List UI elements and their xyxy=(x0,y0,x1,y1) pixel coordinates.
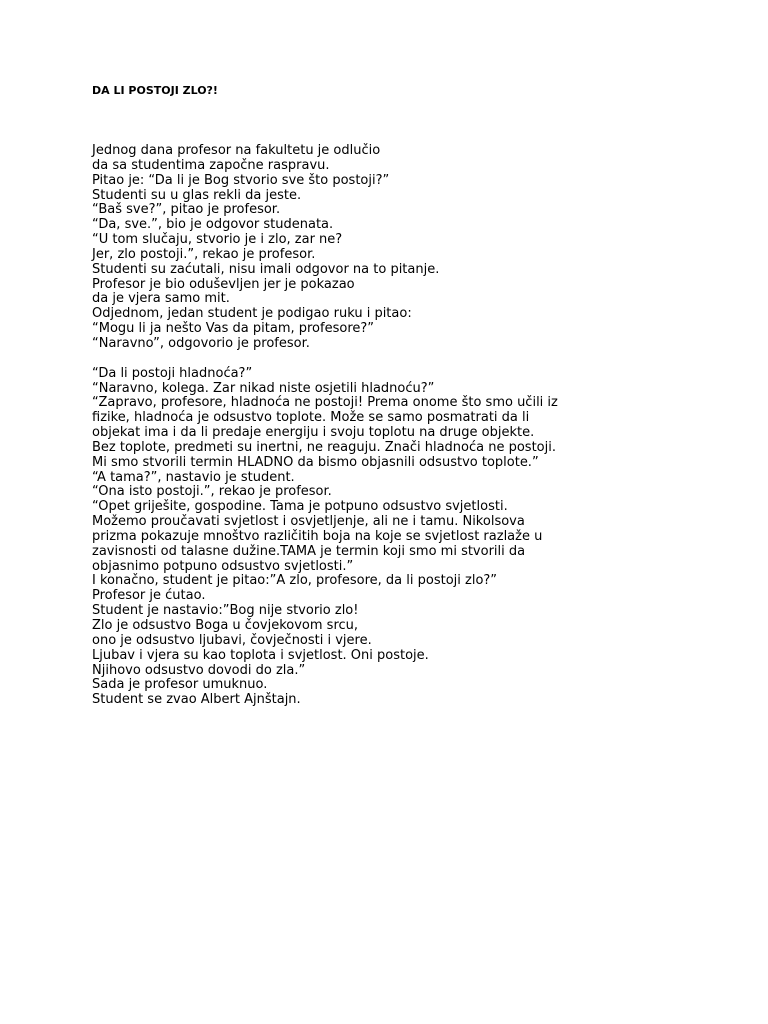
text-line: Profesor je bio oduševljen jer je pokazao xyxy=(92,276,355,292)
text-line: da je vjera samo mit. xyxy=(92,291,230,307)
text-line: Odjednom, jedan student je podigao ruku i pitao: xyxy=(92,306,412,322)
text-line: Student se zvao Albert Ajnštajn. xyxy=(92,692,301,708)
text-line: Možemo proučavati svjetlost i osvjetljenje, ali ne i tamu. Nikolsova xyxy=(92,514,525,530)
text-line: Studenti su zaćutali, nisu imali odgovor na to pitanje. xyxy=(92,261,440,277)
text-line: “Naravno”, odgovorio je profesor. xyxy=(92,335,310,351)
text-line: ono je odsustvo ljubavi, čovječnosti i vjere. xyxy=(92,632,372,648)
document-title: DA LI POSTOJI ZLO?! xyxy=(92,84,218,97)
text-line: Mi smo stvorili termin HLADNO da bismo objasnili odsustvo toplote.” xyxy=(92,454,539,470)
text-line: objasnimo potpuno odsustvo svjetlosti.” xyxy=(92,558,354,574)
text-line: “Da li postoji hladnoća?” xyxy=(92,365,253,381)
text-line: Student je nastavio:”Bog nije stvorio zlo! xyxy=(92,603,359,619)
text-line: Ljubav i vjera su kao toplota i svjetlost. Oni postoje. xyxy=(92,647,429,663)
text-line: “Zapravo, profesore, hladnoća ne postoji! Prema onome što smo učili iz xyxy=(92,395,558,411)
text-line: I konačno, student je pitao:”A zlo, profesore, da li postoji zlo?” xyxy=(92,573,498,589)
text-line: Studenti su u glas rekli da jeste. xyxy=(92,187,302,203)
text-line: Zlo je odsustvo Boga u čovjekovom srcu, xyxy=(92,618,359,633)
text-line: da sa studentima započne raspravu. xyxy=(92,157,330,173)
text-line: Bez toplote, predmeti su inertni, ne reaguju. Znači hladnoća ne postoji. xyxy=(92,439,556,455)
text-line: fizike, hladnoća je odsustvo toplote. Može se samo posmatrati da li xyxy=(92,410,530,426)
text-line: Sada je profesor umuknuo. xyxy=(92,677,268,693)
paragraph-1 xyxy=(92,144,692,352)
text-line: “Baš sve?”, pitao je profesor. xyxy=(92,202,281,218)
text-line: “Opet griješite, gospodine. Tama je potpuno odsustvo svjetlosti. xyxy=(92,499,508,515)
text-line: “Da, sve.”, bio je odgovor studenata. xyxy=(92,217,334,233)
text-line: zavisnosti od talasne dužine.TAMA je termin koji smo mi stvorili da xyxy=(92,543,526,559)
text-line: Njihovo odsustvo dovodi do zla.” xyxy=(92,662,306,678)
text-line: Pitao je: “Da li je Bog stvorio sve što postoji?” xyxy=(92,172,390,188)
text-line: “Ona isto postoji.”, rekao je profesor. xyxy=(92,484,332,500)
document-body xyxy=(92,144,692,708)
text-line: “Mogu li ja nešto Vas da pitam, profesore?” xyxy=(92,321,375,337)
text-line: “A tama?”, nastavio je student. xyxy=(92,469,295,485)
text-line: Jednog dana profesor na fakultetu je odlučio xyxy=(92,143,381,158)
text-line: “Naravno, kolega. Zar nikad niste osjetili hladnoću?” xyxy=(92,380,435,396)
text-line: prizma pokazuje mnoštvo različitih boja na koje se svjetlost razlaže u xyxy=(92,528,543,544)
paragraph-spacer xyxy=(92,352,692,367)
text-line: objekat ima i da li predaje energiju i svoju toplotu na druge objekte. xyxy=(92,425,535,441)
text-line: “U tom slučaju, stvorio je i zlo, zar ne? xyxy=(92,232,343,248)
text-line: Profesor je ćutao. xyxy=(92,588,206,604)
text-line: Jer, zlo postoji.”, rekao je profesor. xyxy=(92,246,316,262)
paragraph-2 xyxy=(92,367,692,708)
